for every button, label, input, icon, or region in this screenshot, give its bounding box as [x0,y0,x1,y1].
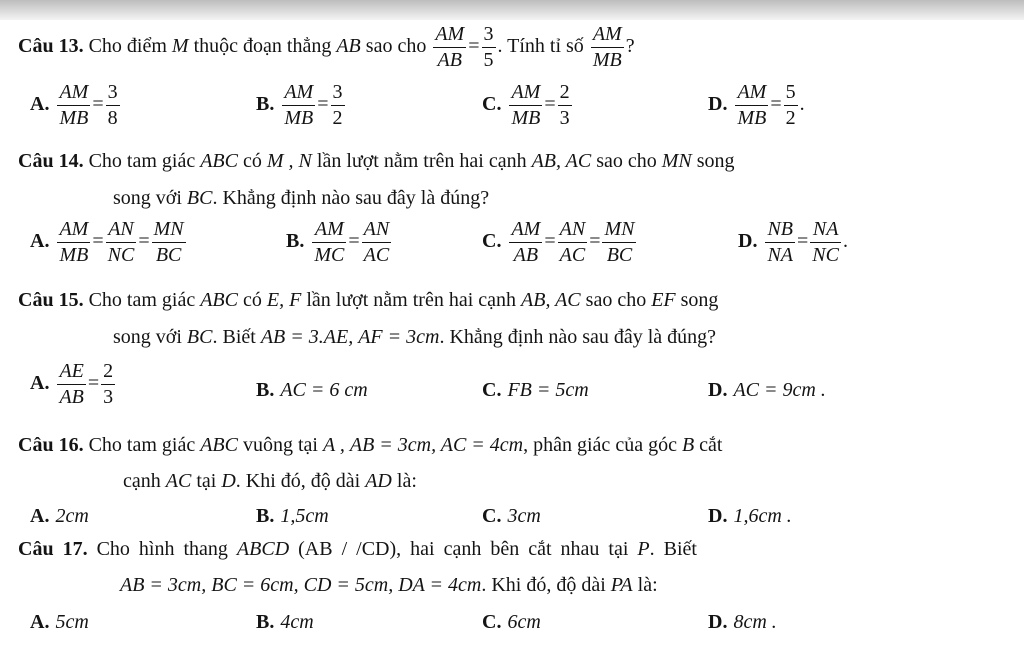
q14-option-b[interactable]: B. $\frac{AM}{MC}$ = $\frac{AN}{AC}$ [286,218,390,266]
q15-option-b[interactable]: B. AC = 6 cm [256,379,368,401]
q16-option-c[interactable]: C. 3cm [482,505,541,527]
q13-var-m: M [171,35,189,58]
q14-label: Câu 14. [18,150,84,172]
q14-option-d[interactable]: D. $\frac{NB}{NA}$ = $\frac{NA}{NC}$ . [738,218,848,266]
q13-label: Câu 13. [18,35,84,58]
q16-option-a[interactable]: A. 2cm [30,505,89,527]
q14-option-a[interactable]: A. $\frac{AM}{MB}$ = $\frac{AN}{NC}$ = $\frac{MN}{BC}$ [30,218,184,266]
q13-option-c[interactable]: C. $\frac{AM}{MB}$ = $\frac{2}{3}$ [482,81,570,129]
q15-line2: song với BC. Biết AB = 3.AE, AF = 3cm. Khẳng định nào sau đây là đúng? [113,326,717,348]
q13-option-a[interactable]: A. $\frac{AM}{MB}$ = $\frac{3}{8}$ [30,81,118,129]
q13-text-c: sao cho [365,35,427,58]
top-shadow-bar [0,0,1024,20]
q16-option-b[interactable]: B. 1,5cm [256,505,329,527]
q13-var-ab: AB [336,35,361,58]
q17-option-c[interactable]: C. 6cm [482,611,541,633]
q17-option-d[interactable]: D. 8cm . [708,611,777,633]
q13-text-b: thuộc đoạn thẳng [193,35,332,58]
q13-fraction-2: $\frac{3}{5}$ [483,23,494,71]
q13-fraction-1: $\frac{AM}{AB}$ [435,23,465,71]
q13-text-d: . Tính tỉ số [497,35,584,58]
q15-option-a[interactable]: A. $\frac{AE}{AB}$ = $\frac{2}{3}$ [30,360,114,408]
q13-line1 [18,24,635,71]
q13-equals: = [468,35,480,58]
q13-fraction-3: $\frac{AM}{MB}$ [592,23,622,71]
q13-text-a: Cho điểm [88,35,167,58]
q13-option-b[interactable]: B. $\frac{AM}{MB}$ = $\frac{3}{2}$ [256,81,343,129]
q17-line1: Câu 17. Cho hình thang ABCD (AB / /CD), hai cạnh bên cắt nhau tại P. Biết [18,538,697,560]
q15-line1: Câu 15. Cho tam giác ABC có E, F lần lượt nằm trên hai cạnh AB, AC sao cho EF song [18,289,719,311]
q16-line2: cạnh AC tại D. Khi đó, độ dài AD là: [123,470,417,492]
q16-line1: Câu 16. Cho tam giác ABC vuông tại A , AB = 3cm, AC = 4cm, phân giác của góc B cắt [18,434,723,456]
q13-option-d[interactable]: D. $\frac{AM}{MB}$ = $\frac{5}{2}$ . [708,81,805,129]
q14-option-c[interactable]: C. $\frac{AM}{AB}$ = $\frac{AN}{AC}$ = $\frac{MN}{BC}$ [482,218,635,266]
q14-line2: song với BC. Khẳng định nào sau đây là đúng? [113,187,490,209]
q14-line1: Câu 14. Cho tam giác ABC có M , N lần lượt nằm trên hai cạnh AB, AC sao cho MN song [18,150,735,172]
q13-qmark: ? [625,35,635,58]
q15-option-c[interactable]: C. FB = 5cm [482,379,589,401]
q17-line2: AB = 3cm, BC = 6cm, CD = 5cm, DA = 4cm. Khi đó, độ dài PA là: [120,574,658,596]
q15-label: Câu 15. [18,289,84,311]
q16-label: Câu 16. [18,434,84,456]
q16-option-d[interactable]: D. 1,6cm . [708,505,792,527]
q17-label: Câu 17. [18,538,88,560]
q17-option-a[interactable]: A. 5cm [30,611,89,633]
q17-option-b[interactable]: B. 4cm [256,611,314,633]
q15-option-d[interactable]: D. AC = 9cm . [708,379,826,401]
